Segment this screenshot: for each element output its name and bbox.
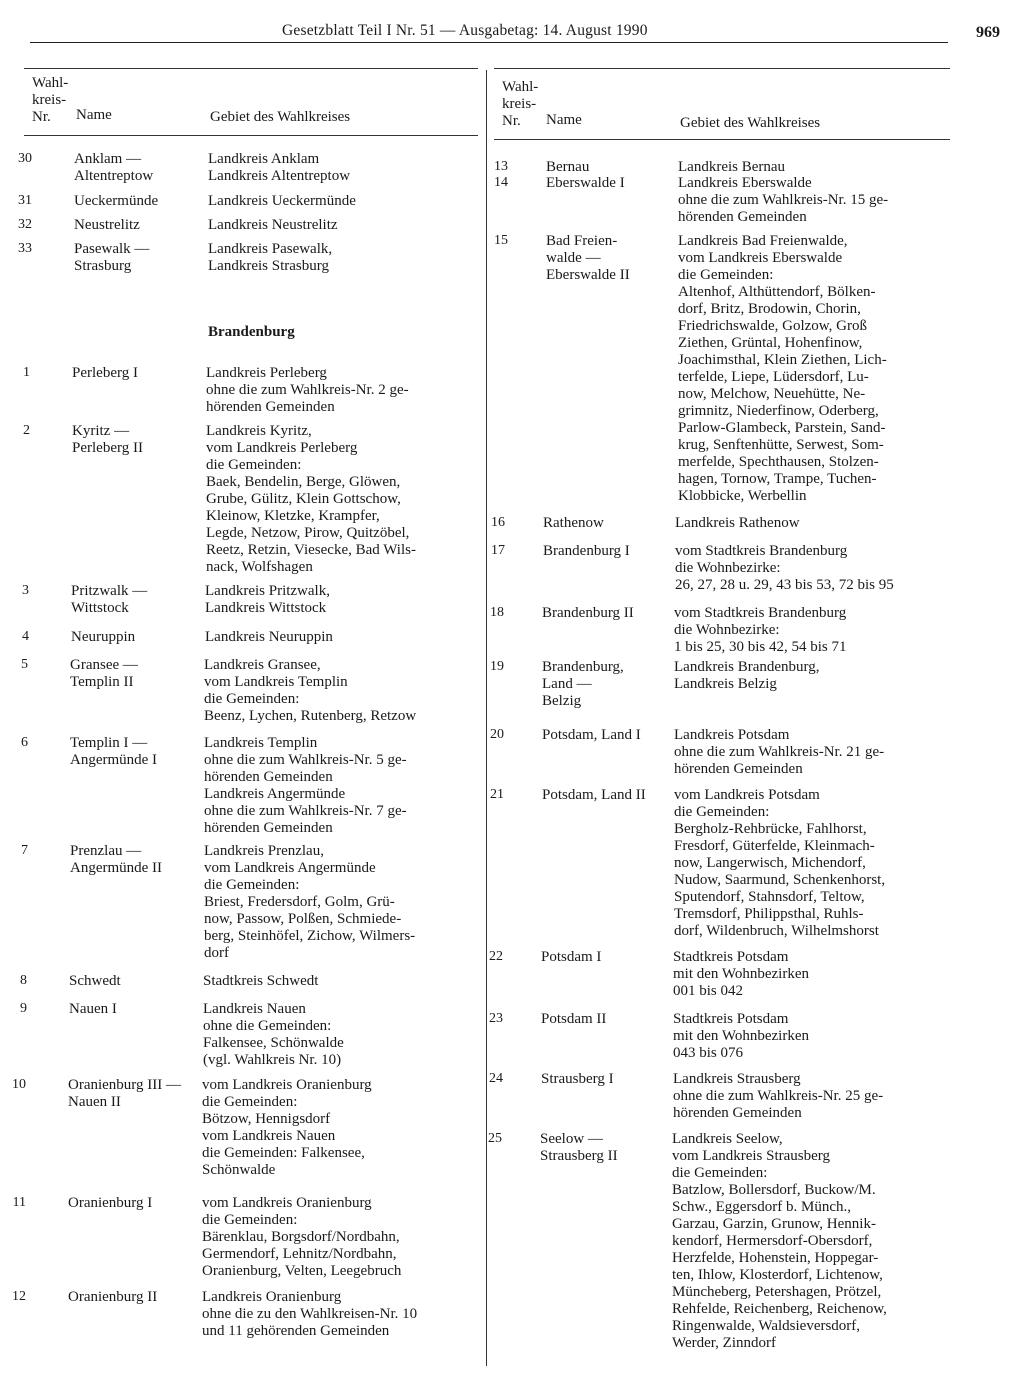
header-rule (30, 42, 948, 43)
district-number: 1 (23, 365, 30, 380)
header-area: Gebiet des Wahlkreises (210, 109, 351, 125)
district-name: Templin I — Angermünde I (70, 735, 158, 768)
district-number: 16 (491, 515, 505, 530)
left-column-header (24, 69, 478, 135)
district-name: Seelow — Strausberg II (540, 1131, 618, 1164)
district-name: Potsdam, Land II (542, 787, 646, 803)
district-area: Landkreis Pasewalk, Landkreis Strasburg (208, 241, 333, 274)
district-number: 20 (490, 727, 504, 742)
district-area: Landkreis Gransee, vom Landkreis Templin die Gemeinden: Beenz, Lychen, Rutenberg, Retzow (204, 657, 417, 724)
header-title: Gesetzblatt Teil I Nr. 51 — Ausgabetag: 14. August 1990 (282, 22, 648, 39)
district-area: Landkreis Neuruppin (205, 629, 333, 645)
table-header-rule (494, 139, 950, 140)
district-name: Pritzwalk — Wittstock (71, 583, 148, 616)
district-area: Landkreis Bernau (678, 159, 786, 175)
district-name: Eberswalde I (546, 175, 625, 191)
district-name: Oranienburg III — Nauen II (68, 1077, 182, 1110)
district-name: Bernau (546, 159, 590, 175)
district-area: Landkreis Nauen ohne die Gemeinden: Falkensee, Schönwalde (vgl. Wahlkreis Nr. 10) (203, 1001, 344, 1068)
district-name: Brandenburg, Land — Belzig (542, 659, 624, 709)
header-name: Name (76, 107, 112, 123)
district-area: vom Landkreis Oranienburg die Gemeinden: Bärenklau, Borgsdorf/Nordbahn, Germendorf, Lehnitz/Nordbahn, Oranienburg, Velten, Leegebruch (202, 1195, 402, 1279)
district-name: Brandenburg I (543, 543, 630, 559)
district-number: 21 (490, 787, 504, 802)
page-number: 969 (976, 24, 1000, 41)
district-area: vom Stadtkreis Brandenburg die Wohnbezirke: 26, 27, 28 u. 29, 43 bis 53, 72 bis 95 (675, 543, 894, 593)
district-name: Nauen I (69, 1001, 117, 1017)
district-area: Landkreis Pritzwalk, Landkreis Wittstock (205, 583, 330, 616)
district-number: 30 (18, 151, 32, 166)
left-column (12, 68, 478, 1339)
district-area: Landkreis Kyritz, vom Landkreis Perleberg die Gemeinden: Baek, Bendelin, Berge, Glöwen, Grube, Gülitz, Klein Gottschow, Kleinow, Kletzke, Krampfer, Legde, Netzow, Pirow, Quitzöbel, Reetz, Retzin, Viesecke, Bad Wils- nack, Wolfshagen (206, 423, 416, 575)
district-area: Landkreis Eberswalde ohne die zum Wahlkreis-Nr. 15 ge- hörenden Gemeinden (678, 175, 889, 225)
district-area: Landkreis Ueckermünde (208, 193, 356, 209)
district-number: 14 (494, 175, 508, 190)
district-number: 11 (12, 1195, 26, 1210)
district-area: vom Stadtkreis Brandenburg die Wohnbezirke: 1 bis 25, 30 bis 42, 54 bis 71 (674, 605, 847, 655)
district-name: Ueckermünde (74, 193, 159, 209)
district-name: Perleberg I (72, 365, 138, 381)
district-name: Oranienburg I (68, 1195, 153, 1211)
district-area: Landkreis Potsdam ohne die zum Wahlkreis-Nr. 21 ge- hörenden Gemeinden (674, 727, 885, 777)
district-area: Landkreis Rathenow (675, 515, 800, 531)
district-name: Kyritz — Perleberg II (72, 423, 143, 456)
header-nr: Wahl- kreis- Nr. (32, 75, 69, 125)
district-number: 15 (494, 233, 508, 248)
district-name: Brandenburg II (542, 605, 634, 621)
district-area: Stadtkreis Schwedt (203, 973, 319, 989)
district-number: 24 (489, 1071, 503, 1086)
district-area: Landkreis Strausberg ohne die zum Wahlkreis-Nr. 25 ge- hörenden Gemeinden (673, 1071, 884, 1121)
district-area: Landkreis Brandenburg, Landkreis Belzig (674, 659, 820, 692)
district-name: Potsdam II (541, 1011, 607, 1027)
header-name: Name (546, 112, 582, 128)
district-number: 23 (489, 1011, 503, 1026)
district-number: 32 (18, 217, 32, 232)
district-number: 5 (21, 657, 28, 672)
table-header-rule (24, 135, 478, 136)
district-area: Landkreis Perleberg ohne die zum Wahlkreis-Nr. 2 ge- hörenden Gemeinden (206, 365, 409, 415)
district-number: 2 (23, 423, 30, 438)
district-number: 19 (490, 659, 504, 674)
district-number: 8 (20, 973, 27, 988)
district-name: Potsdam, Land I (542, 727, 641, 743)
right-column-header (494, 69, 950, 139)
district-number: 17 (491, 543, 505, 558)
district-area: Landkreis Bad Freienwalde, vom Landkreis Eberswalde die Gemeinden: Altenhof, Althüttendorf, Bölken- dorf, Britz, Brodowin, Chorin, Friedrichswalde, Golzow, Groß Ziethen, Grüntal, Hohenfinow, Joachimsthal, Klein Ziethen, Lich- terfelde, Liepe, Lüdersdorf, Lu- now, Melchow, Neuehütte, Ne- grimnitz, Niederfinow, Oderberg, Parlow-Glambeck, Parstein, Sand- krug, Senftenhütte, Serwest, Som- merfelde, Spechthausen, Stolzen- hagen, Tornow, Trampe, Tuchen- Klobbicke, Werbellin (678, 233, 887, 504)
district-area: Landkreis Oranienburg ohne die zu den Wahlkreisen-Nr. 10 und 11 gehörenden Gemeinden (202, 1289, 418, 1339)
district-area: Landkreis Neustrelitz (208, 217, 338, 233)
district-area: Stadtkreis Potsdam mit den Wohnbezirken 043 bis 076 (673, 1011, 809, 1061)
district-name: Strausberg I (541, 1071, 614, 1087)
district-name: Oranienburg II (68, 1289, 158, 1305)
district-area: Landkreis Anklam Landkreis Altentreptow (208, 151, 351, 184)
district-name: Neustrelitz (74, 217, 140, 233)
header-nr: Wahl- kreis- Nr. (502, 79, 539, 129)
district-number: 33 (18, 241, 32, 256)
district-number: 10 (12, 1077, 26, 1092)
district-number: 6 (21, 735, 28, 750)
district-number: 7 (21, 843, 28, 858)
district-area: vom Landkreis Oranienburg die Gemeinden: Bötzow, Hennigsdorf vom Landkreis Nauen die Gemeinden: Falkensee, Schönwalde (202, 1077, 372, 1178)
district-name: Potsdam I (541, 949, 602, 965)
district-name: Prenzlau — Angermünde II (70, 843, 163, 876)
header-area: Gebiet des Wahlkreises (680, 115, 821, 131)
district-number: 25 (488, 1131, 502, 1146)
page-header (30, 18, 1000, 42)
district-name: Anklam — Altentreptow (74, 151, 154, 184)
section-heading: Brandenburg (208, 324, 295, 340)
district-name: Neuruppin (71, 629, 136, 645)
district-name: Bad Freien- walde — Eberswalde II (546, 233, 630, 283)
district-name: Pasewalk — Strasburg (74, 241, 150, 274)
district-number: 4 (22, 629, 29, 644)
district-area: Stadtkreis Potsdam mit den Wohnbezirken 001 bis 042 (673, 949, 809, 999)
district-name: Schwedt (69, 973, 121, 989)
district-number: 18 (490, 605, 504, 620)
right-column (488, 68, 950, 1351)
district-name: Rathenow (543, 515, 604, 531)
district-number: 3 (22, 583, 29, 598)
district-area: Landkreis Seelow, vom Landkreis Strausberg die Gemeinden: Batzlow, Bollersdorf, Buckow/M. Schw., Eggersdorf b. Münch., Garzau, Garzin, Grunow, Hennik- kendorf, Hermersdorf-Obersdorf, Herzfelde, Hohenstein, Hoppegar- ten, Ihlow, Klosterdorf, Lichtenow, Müncheberg, Petershagen, Prötzel, Rehfelde, Reichenberg, Reichenow, Ringenwalde, Waldsieversdorf, Werder, Zinndorf (672, 1131, 887, 1351)
district-area: Landkreis Templin ohne die zum Wahlkreis-Nr. 5 ge- hörenden Gemeinden Landkreis Angermünde ohne die zum Wahlkreis-Nr. 7 ge- hörenden Gemeinden (204, 735, 407, 836)
district-number: 31 (18, 193, 32, 208)
district-area: vom Landkreis Potsdam die Gemeinden: Bergholz-Rehbrücke, Fahlhorst, Fresdorf, Güterfelde, Kleinmach- now, Langerwisch, Michendorf, Nudow, Saarmund, Schenkenhorst, Sputendorf, Stahnsdorf, Teltow, Tremsdorf, Philippsthal, Ruhls- dorf, Wildenbruch, Wilhelmshorst (674, 787, 886, 939)
district-number: 12 (12, 1289, 26, 1304)
district-name: Gransee — Templin II (70, 657, 138, 690)
district-number: 13 (494, 159, 508, 174)
column-divider (486, 70, 487, 1366)
district-number: 22 (489, 949, 503, 964)
district-number: 9 (20, 1001, 27, 1016)
district-area: Landkreis Prenzlau, vom Landkreis Angermünde die Gemeinden: Briest, Fredersdorf, Golm, Grü- now, Passow, Polßen, Schmiede- berg, Steinhöfel, Zichow, Wilmers- dorf (204, 843, 416, 961)
